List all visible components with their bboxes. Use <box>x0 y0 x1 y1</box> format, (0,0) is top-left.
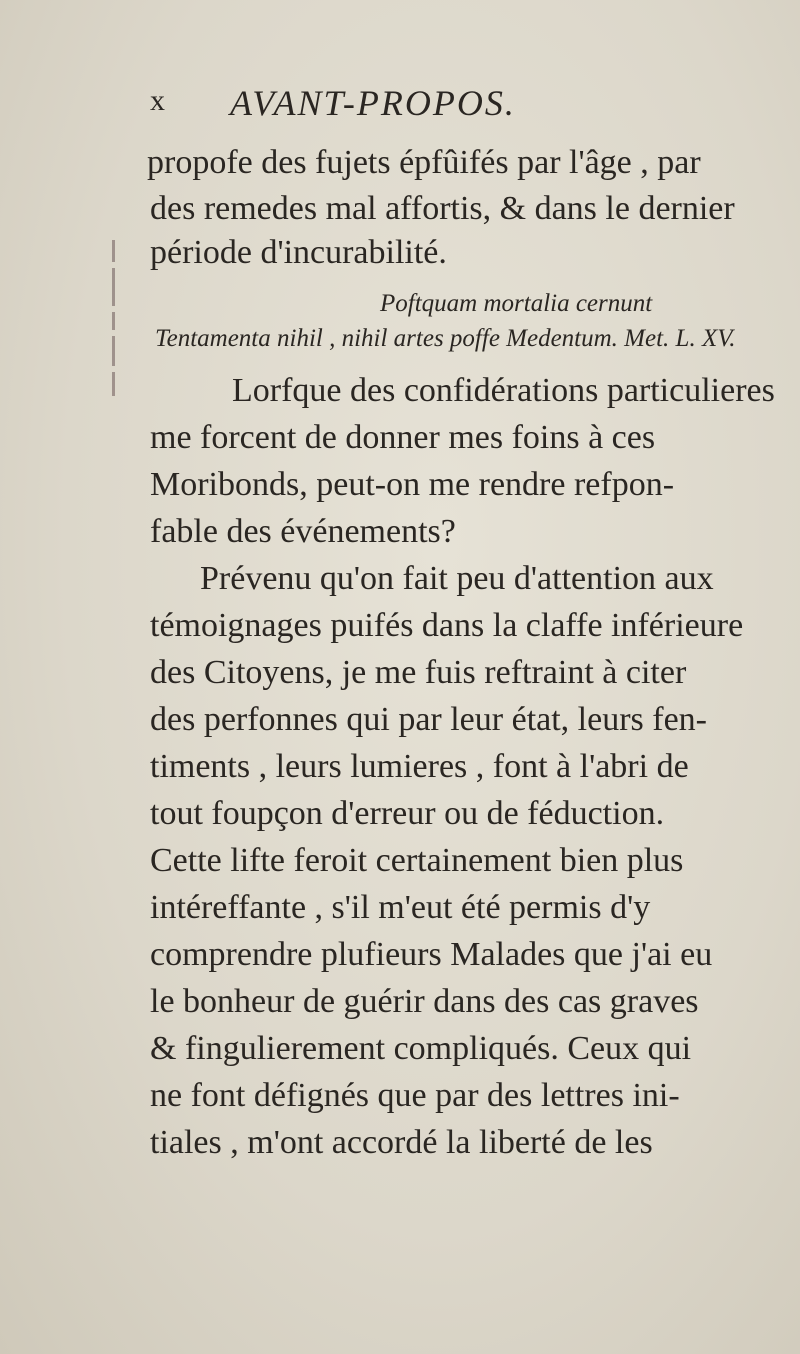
text-line: propofe des fujets épfûifés par l'âge , par <box>147 144 701 181</box>
text-line: des Citoyens, je me fuis reftraint à citer <box>150 654 687 691</box>
text-line: Prévenu qu'on fait peu d'attention aux <box>200 560 714 597</box>
text-line: Moribonds, peut-on me rendre refpon- <box>150 466 675 503</box>
latin-quote-line: Tentamenta nihil , nihil artes poffe Medentum. Met. L. XV. <box>155 325 736 352</box>
latin-quote-line: Poftquam mortalia cernunt <box>380 290 653 317</box>
page-number: x <box>150 84 165 117</box>
text-line: & fingulierement compliqués. Ceux qui <box>150 1030 692 1067</box>
text-line: le bonheur de guérir dans des cas graves <box>150 983 699 1020</box>
text-line: témoignages puifés dans la claffe inférieure <box>150 607 744 644</box>
text-line: Lorfque des confidérations particulieres <box>232 372 775 409</box>
text-line: me forcent de donner mes foins à ces <box>150 419 656 456</box>
text-line: intéreffante , s'il m'eut été permis d'y <box>150 889 651 926</box>
text-line: ne font défignés que par des lettres ini- <box>150 1077 680 1114</box>
running-title: AVANT-PROPOS. <box>230 83 516 123</box>
text-line: tout foupçon d'erreur ou de féduction. <box>150 795 665 832</box>
text-line: des perfonnes qui par leur état, leurs fen- <box>150 701 707 738</box>
text-line: timents , leurs lumieres , font à l'abri de <box>150 748 689 785</box>
text-line: comprendre plufieurs Malades que j'ai eu <box>150 936 713 973</box>
text-line: période d'incurabilité. <box>150 234 447 271</box>
text-line: des remedes mal affortis, & dans le dernier <box>150 190 735 227</box>
page-header <box>150 82 710 128</box>
text-line: tiales , m'ont accordé la liberté de les <box>150 1124 653 1161</box>
ink-bleed-through <box>112 240 140 400</box>
text-line: fable des événements? <box>150 513 456 550</box>
text-line: Cette lifte feroit certainement bien plus <box>150 842 684 879</box>
